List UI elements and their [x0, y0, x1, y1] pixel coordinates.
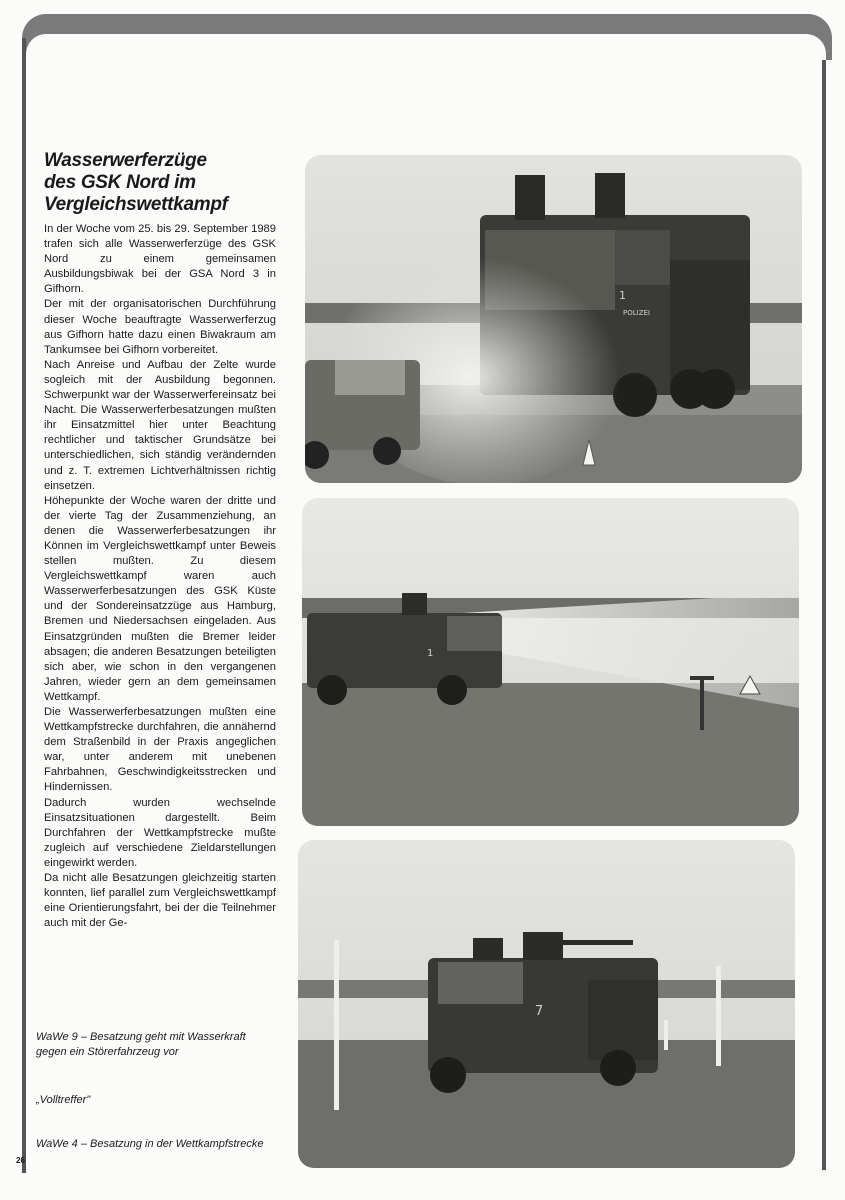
title-line-2: des GSK Nord im — [44, 172, 196, 193]
car-window — [335, 360, 405, 395]
article-title — [44, 150, 294, 216]
page-header-inner — [26, 34, 826, 64]
paragraph: Nach Anreise und Aufbau der Zelte wurde sogleich mit der Ausbildung begonnen. Schwerpunkt war der Wasserwerfereinsatz bei Nacht. Die Wasserwerferbesatzungen mußten ihr Einsatzmittel hier unter Beachtung rechtlicher und taktischer Grundsätze bei unterschiedlichen, sich ständig verändernden und z. T. extremen Lichtverhältnissen richtig einsetzen. — [44, 358, 276, 492]
article-body — [44, 222, 276, 931]
cannon-barrel — [563, 940, 633, 945]
target-post-top — [690, 676, 714, 680]
paragraph: Dadurch wurden wechselnde Einsatzsituationen dargestellt. Beim Durchfahren der Wettkampfstrecke mußte zugleich auf verschiedene Zieldarstellungen eingewirkt werden. — [44, 796, 276, 869]
turret — [473, 938, 503, 960]
paragraph: Die Wasserwerferbesatzungen mußten eine Wettkampfstrecke durchfahren, die annähernd dem Straßenbild in der Praxis angeglichen war, unter anderem mit unebenen Fahrbahnen, Geschwindigkeitsstrecken und Hindernissen. — [44, 706, 276, 794]
paragraph: In der Woche vom 25. bis 29. September 1989 trafen sich alle Wasserwerferzüge des GSK Nord zu einem gemeinsamen Ausbildungsbiwak bei der GSA Nord 3 in Gifhorn. — [44, 223, 276, 296]
paragraph: Höhepunkte der Woche waren der dritte und der vierte Tag der Zusammenziehung, an denen die Wasserwerferbesatzungen ihr Können im Vergleichswettkampf unter Beweis stellen mußten. Zu diesem Vergleichswettkampf waren auch Wasserwerferbesatzungen des GSK Küste und der Sondereinsatzzüge aus Hamburg, Bremen und Niedersachsen eingeladen. Aus Einsatzgründen mußten die Bremer leider absagen; die anderen Besatzungen beteiligten sich aber, wie schon in den vergangenen Jahren, wieder gern an dem gemeinsamen Wettkampf. — [44, 494, 276, 703]
course-pole — [334, 940, 339, 1110]
truck-wheel — [430, 1057, 466, 1093]
caption-photo-3: WaWe 4 – Besatzung in der Wettkampfstrecke — [36, 1138, 264, 1150]
course-pole — [664, 1020, 668, 1050]
truck-cab-window — [447, 616, 502, 651]
photo-2-image — [302, 498, 799, 826]
cannon-right — [595, 173, 625, 218]
truck-windshield — [438, 962, 523, 1004]
truck-wheel — [317, 675, 347, 705]
paragraph: Der mit der organisatorischen Durchführung dieser Woche beauftragte Wasserwerferzug aus Gifhorn hatte dazu einen Biwakraum am Tankumsee bei Gifhorn vorbereitet. — [44, 298, 276, 356]
truck-number: 1 — [427, 648, 434, 659]
photo-course-truck — [298, 840, 795, 1168]
truck-wheel — [600, 1050, 636, 1086]
page-number: 26 — [16, 1156, 25, 1165]
course-pole — [716, 966, 721, 1066]
truck-wheel — [695, 369, 735, 409]
title-line-1: Wasserwerferzüge — [44, 150, 207, 171]
truck-wheel — [437, 675, 467, 705]
truck-tank — [588, 980, 658, 1060]
caption-photo-1: WaWe 9 – Besatzung geht mit Wasserkraft gegen ein Störerfahrzeug vor — [36, 1031, 246, 1058]
truck-side-window — [615, 230, 670, 285]
truck-number: 1 — [619, 289, 626, 302]
paragraph: Da nicht alle Besatzungen gleichzeitig starten konnten, lief parallel zum Vergleichswettkampf eine Orientierungsfahrt, bei der die Teilnehmer auch mit der Ge- — [44, 872, 276, 930]
right-border-rule — [822, 60, 826, 1170]
photo-water-cannon-vs-car — [305, 155, 802, 483]
target-post — [700, 678, 704, 730]
truck-number: 7 — [535, 1004, 544, 1019]
photo-1-image — [305, 155, 802, 483]
left-border-rule — [22, 38, 26, 1173]
cannon-left — [515, 175, 545, 220]
cannon — [402, 593, 427, 615]
car-wheel — [373, 437, 401, 465]
photo-3-image — [298, 840, 795, 1168]
grass-field — [302, 683, 799, 826]
title-line-3: Vergleichswettkampf — [44, 194, 228, 215]
photo-volltreffer — [302, 498, 799, 826]
cannon — [523, 932, 563, 960]
truck-door-text: POLIZEI — [623, 309, 650, 317]
caption-photo-2: „Volltreffer" — [36, 1094, 91, 1106]
